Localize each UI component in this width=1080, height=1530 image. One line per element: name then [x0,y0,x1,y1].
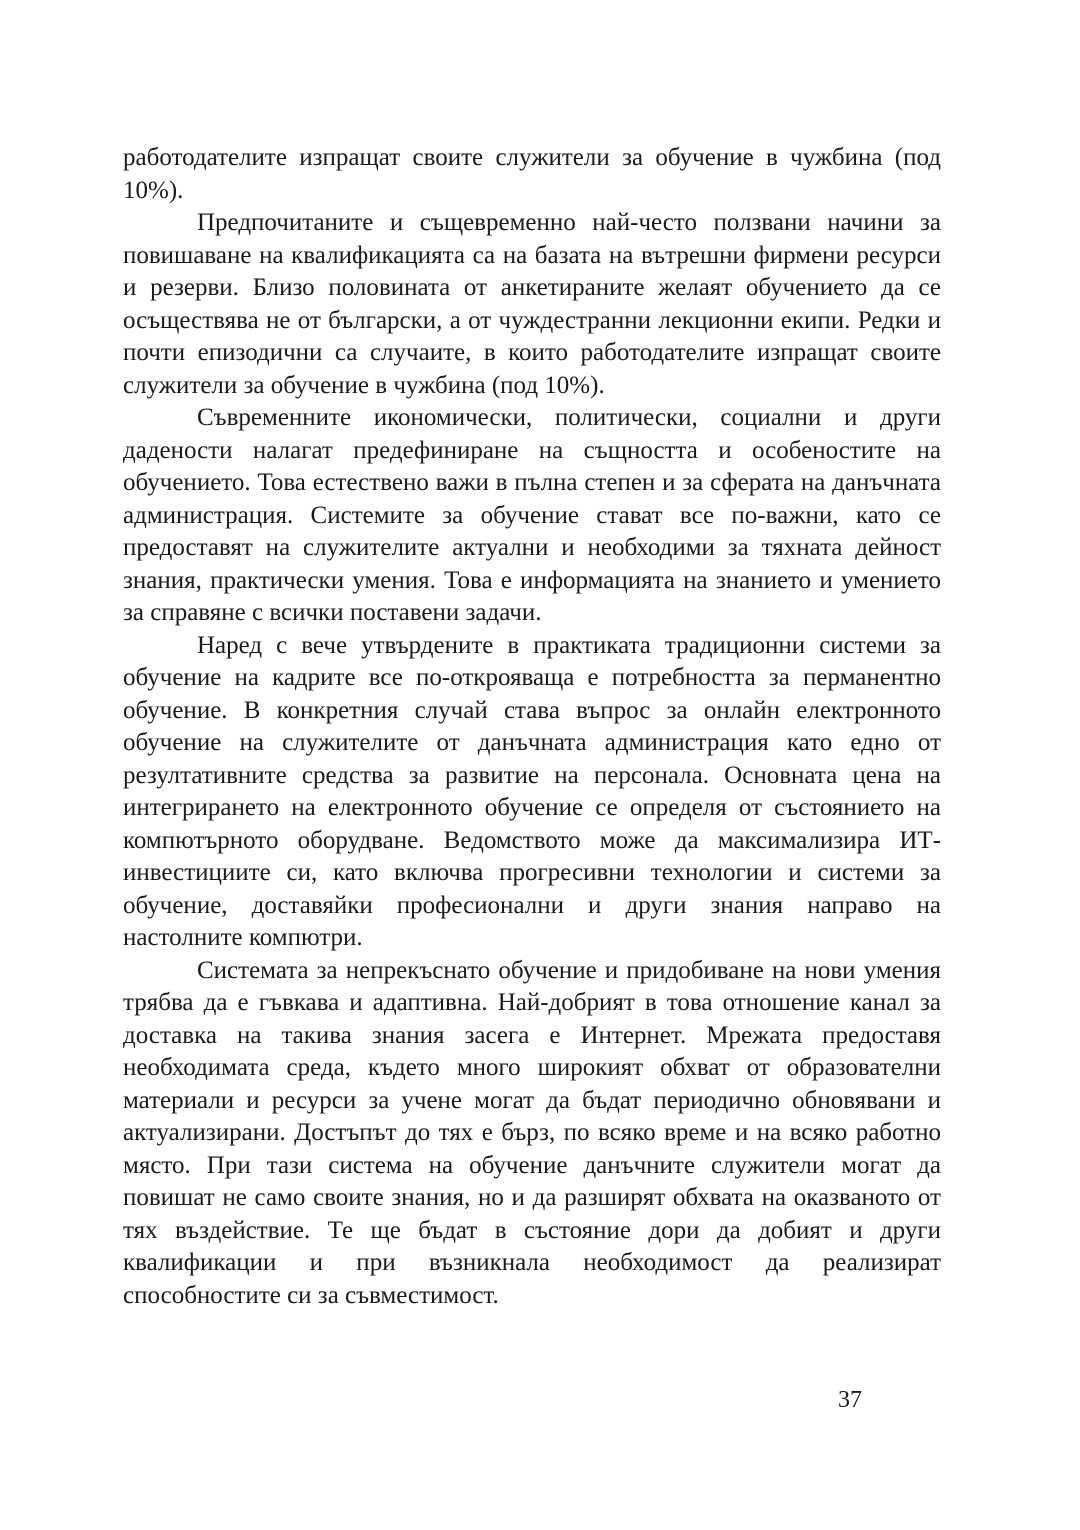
paragraph: Системата за непрекъснато обучение и придобиване на нови умения трябва да е гъвкава и адаптивна. Най-добрият в това отношение канал за доставка на такива знания засега е Интернет. Мрежата предоставя необходимата среда, където много широкият обхват от образователни материали и ресурси за учене могат да бъдат периодично обновявани и актуализирани. Достъпът до тях е бърз, по всяко време и на всяко работно място. При тази система на обучение данъчните служители могат да повишат не само своите знания, но и да разширят обхвата на оказваното от тях въздействие. Те ще бъдат в състояние дори да добият и други квалификации и при възникнала необходимост да реализират способностите си за съвместимост. [123,956,941,1309]
body-text [123,142,941,1312]
page-number: 37 [838,1387,862,1413]
paragraph: Предпочитаните и същевременно най-често ползвани начини за повишаване на квалификацията са на базата на вътрешни фирмени ресурси и резерви. Близо половината от анкетираните желаят обучението да се осъществява не от български, а от чуждестранни лекционни екипи. Редки и почти епизодични са случаите, в които работодателите изпращат своите служители за обучение в чужбина (под 10%). [123,209,941,399]
paragraph-continued: работодателите изпращат своите служители за обучение в чужбина (под 10%). [123,144,941,204]
paragraph: Съвременните икономически, политически, социални и други дадености налагат предефиниране на същността и особеностите на обучението. Това естествено важи в пълна степен и за сферата на данъчната администрация. Системите за обучение стават все по-важни, като се предоставят на служителите актуални и необходими за тяхната дейност знания, практически умения. Това е информацията на знанието и умението за справяне с всички поставени задачи. [123,404,941,626]
paragraph: Наред с вече утвърдените в практиката традиционни системи за обучение на кадрите все по-открояваща е потребността за перманентно обучение. В конкретния случай става въпрос за онлайн електронното обучение на служителите от данъчната администрация като едно от резултативните средства за развитие на персонала. Основната цена на интегрирането на електронното обучение се определя от състоянието на компютърното оборудване. Ведомството може да максимализира ИТ-инвестициите си, като включва прогресивни технологии и системи за обучение, доставяйки професионални и други знания направо на настолните компютри. [123,631,941,951]
